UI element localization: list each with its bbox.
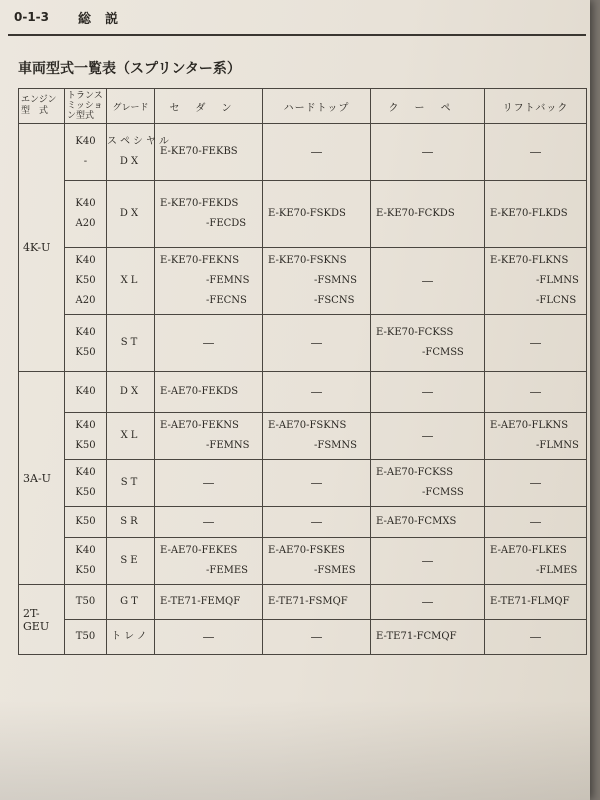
sedan-model-cell xyxy=(155,372,263,413)
liftback-model-cell xyxy=(485,315,587,372)
model-code: — xyxy=(529,336,542,350)
grade-cell xyxy=(107,124,172,181)
liftback-model-cell xyxy=(485,181,587,248)
grade-value: XL xyxy=(120,430,141,441)
hardtop-model-cell xyxy=(263,538,371,585)
transmission-cell xyxy=(65,248,107,315)
coupe-model-cell xyxy=(371,413,485,460)
model-code: E-KE70-FCKSS xyxy=(376,327,454,338)
table-body xyxy=(19,124,587,655)
table-row xyxy=(19,372,587,413)
model-code: -FCMSS xyxy=(422,347,464,358)
grade-cell xyxy=(107,372,155,413)
liftback-model-cell xyxy=(485,585,587,620)
transmission-value: T50 xyxy=(75,596,96,607)
transmission-value: K40 xyxy=(75,420,96,431)
engine-cell: 2T-GEU xyxy=(19,585,65,655)
model-code: -FLCNS xyxy=(536,295,577,306)
table-row xyxy=(19,315,587,372)
model-code: E-KE70-FLKDS xyxy=(490,208,568,219)
transmission-value: K50 xyxy=(75,487,96,498)
engine-cell: 4K-U xyxy=(19,124,65,372)
coupe-model-cell xyxy=(371,507,485,538)
coupe-model-cell xyxy=(371,538,485,585)
model-code: — xyxy=(529,145,542,159)
transmission-value: K40 xyxy=(75,327,96,338)
grade-value: DX xyxy=(119,156,142,167)
header-liftback: リフトバック xyxy=(485,89,587,124)
transmission-cell xyxy=(65,620,107,655)
liftback-model-cell xyxy=(485,372,587,413)
sedan-model-cell xyxy=(155,248,263,315)
transmission-cell xyxy=(65,507,107,538)
model-code: E-KE70-FSKDS xyxy=(268,208,346,219)
grade-value: DX xyxy=(119,386,142,397)
header-transmission: トランス ミッショ ン型式 xyxy=(65,89,107,124)
coupe-model-cell xyxy=(371,460,485,507)
coupe-model-cell xyxy=(371,585,485,620)
model-code: E-AE70-FCMXS xyxy=(376,516,457,527)
coupe-model-cell xyxy=(371,181,485,248)
model-code: — xyxy=(310,385,323,399)
sedan-model-cell xyxy=(155,585,263,620)
engine-cell: 3A-U xyxy=(19,372,65,585)
hardtop-model-cell xyxy=(263,124,371,181)
model-code: — xyxy=(310,336,323,350)
header-sedan: セダン xyxy=(155,89,263,124)
transmission-value: K40 xyxy=(75,136,96,147)
hardtop-model-cell xyxy=(263,315,371,372)
model-code: — xyxy=(421,385,434,399)
sedan-model-cell xyxy=(155,181,263,248)
transmission-value: K50 xyxy=(75,516,96,527)
table-row xyxy=(19,507,587,538)
transmission-value: K40 xyxy=(75,386,96,397)
model-code: E-AE70-FEKNS xyxy=(160,420,239,431)
liftback-model-cell xyxy=(485,248,587,315)
model-code: -FCMSS xyxy=(422,487,464,498)
page-shadow xyxy=(0,700,590,800)
model-code: E-TE71-FLMQF xyxy=(490,596,570,607)
model-code: E-AE70-FEKDS xyxy=(160,386,239,397)
grade-value: SE xyxy=(120,555,141,566)
model-code: — xyxy=(202,630,215,644)
vehicle-model-table xyxy=(18,88,587,655)
model-code: E-AE70-FLKNS xyxy=(490,420,569,431)
model-code: — xyxy=(529,515,542,529)
sedan-model-cell xyxy=(155,460,263,507)
grade-value: スペシヤル xyxy=(107,136,172,147)
model-code: E-TE71-FCMQF xyxy=(376,631,457,642)
model-code: E-TE71-FEMQF xyxy=(160,596,241,607)
transmission-value: K50 xyxy=(75,347,96,358)
liftback-model-cell xyxy=(485,538,587,585)
model-code: — xyxy=(421,429,434,443)
model-code: E-AE70-FEKES xyxy=(160,545,238,556)
model-code: -FSMNS xyxy=(314,275,358,286)
model-code: E-AE70-FSKES xyxy=(268,545,345,556)
liftback-model-cell xyxy=(485,124,587,181)
model-code: E-TE71-FSMQF xyxy=(268,596,348,607)
model-code: — xyxy=(421,274,434,288)
model-code: — xyxy=(202,515,215,529)
transmission-cell xyxy=(65,460,107,507)
model-code: -FEMNS xyxy=(206,275,250,286)
model-code: -FSMES xyxy=(314,565,356,576)
grade-value: ST xyxy=(120,337,141,348)
transmission-cell xyxy=(65,413,107,460)
sedan-model-cell xyxy=(155,315,263,372)
model-code: -FSMNS xyxy=(314,440,358,451)
coupe-model-cell xyxy=(371,124,485,181)
grade-cell xyxy=(107,620,155,655)
table-row xyxy=(19,248,587,315)
hardtop-model-cell xyxy=(263,248,371,315)
model-code: E-KE70-FLKNS xyxy=(490,255,569,266)
model-code: E-KE70-FEKBS xyxy=(160,146,238,157)
header-coupe: クーペ xyxy=(371,89,485,124)
model-code: -FECNS xyxy=(206,295,247,306)
table-title: 車両型式一覧表（スプリンター系） xyxy=(18,61,241,77)
sedan-model-cell xyxy=(155,413,263,460)
transmission-value: K50 xyxy=(75,275,96,286)
grade-value: DX xyxy=(119,208,142,219)
transmission-value: K40 xyxy=(75,255,96,266)
liftback-model-cell xyxy=(485,620,587,655)
transmission-value: K50 xyxy=(75,565,96,576)
hardtop-model-cell xyxy=(263,507,371,538)
grade-cell xyxy=(107,248,155,315)
hardtop-model-cell xyxy=(263,460,371,507)
model-code: -FEMNS xyxy=(206,440,250,451)
transmission-value: K40 xyxy=(75,545,96,556)
table-row xyxy=(19,538,587,585)
model-code: — xyxy=(310,476,323,490)
hardtop-model-cell xyxy=(263,585,371,620)
model-code: -FECDS xyxy=(206,218,247,229)
model-code: -FLMES xyxy=(536,565,578,576)
model-code: -FLMNS xyxy=(536,440,579,451)
sedan-model-cell xyxy=(155,507,263,538)
model-code: — xyxy=(202,336,215,350)
model-code: — xyxy=(529,476,542,490)
transmission-cell xyxy=(65,585,107,620)
transmission-value: - xyxy=(83,156,88,167)
grade-cell xyxy=(107,585,155,620)
liftback-model-cell xyxy=(485,460,587,507)
header-engine: エンジン 型 式 xyxy=(19,89,65,124)
sedan-model-cell xyxy=(155,538,263,585)
hardtop-model-cell xyxy=(263,181,371,248)
sedan-model-cell xyxy=(155,124,263,181)
coupe-model-cell xyxy=(371,620,485,655)
transmission-cell xyxy=(65,372,107,413)
model-code: — xyxy=(202,476,215,490)
grade-value: SR xyxy=(120,516,141,527)
model-code: E-KE70-FEKNS xyxy=(160,255,240,266)
model-code: E-KE70-FSKNS xyxy=(268,255,347,266)
table-row xyxy=(19,585,587,620)
hardtop-model-cell xyxy=(263,413,371,460)
model-code: -FEMES xyxy=(206,565,249,576)
table-row xyxy=(19,124,587,181)
transmission-value: A20 xyxy=(75,295,96,306)
grade-value: XL xyxy=(120,275,141,286)
model-code: — xyxy=(421,145,434,159)
grade-cell xyxy=(107,538,155,585)
model-code: E-AE70-FSKNS xyxy=(268,420,347,431)
model-code: — xyxy=(529,385,542,399)
model-code: — xyxy=(421,595,434,609)
grade-cell xyxy=(107,507,155,538)
transmission-value: K40 xyxy=(75,198,96,209)
model-code: E-KE70-FEKDS xyxy=(160,198,239,209)
transmission-value: K50 xyxy=(75,440,96,451)
hardtop-model-cell xyxy=(263,372,371,413)
transmission-cell xyxy=(65,538,107,585)
model-code: — xyxy=(310,145,323,159)
model-code: -FLMNS xyxy=(536,275,579,286)
liftback-model-cell xyxy=(485,413,587,460)
grade-cell xyxy=(107,413,155,460)
transmission-cell xyxy=(65,315,107,372)
hardtop-model-cell xyxy=(263,620,371,655)
coupe-model-cell xyxy=(371,315,485,372)
transmission-value: T50 xyxy=(75,631,96,642)
grade-cell xyxy=(107,460,155,507)
section-number: 0-1-3 xyxy=(14,10,50,24)
grade-cell xyxy=(107,315,155,372)
grade-cell xyxy=(107,181,155,248)
model-code: — xyxy=(310,515,323,529)
model-code: — xyxy=(310,630,323,644)
header-hardtop: ハードトップ xyxy=(263,89,371,124)
transmission-cell xyxy=(65,181,107,248)
transmission-value: K40 xyxy=(75,467,96,478)
model-code: E-AE70-FCKSS xyxy=(376,467,454,478)
table-row xyxy=(19,620,587,655)
coupe-model-cell xyxy=(371,372,485,413)
model-code: E-KE70-FCKDS xyxy=(376,208,455,219)
coupe-model-cell xyxy=(371,248,485,315)
header-grade: グレード xyxy=(107,89,155,124)
table-row xyxy=(19,181,587,248)
section-title: 総説 xyxy=(78,12,133,27)
table-header-row xyxy=(19,89,587,124)
model-code: E-AE70-FLKES xyxy=(490,545,567,556)
table-row xyxy=(19,413,587,460)
transmission-value: A20 xyxy=(75,218,96,229)
liftback-model-cell xyxy=(485,507,587,538)
model-code: — xyxy=(529,630,542,644)
model-code: — xyxy=(421,554,434,568)
grade-value: ST xyxy=(120,477,141,488)
transmission-cell xyxy=(65,124,107,181)
grade-value: GT xyxy=(120,596,141,607)
table-row xyxy=(19,460,587,507)
grade-value: トレノ xyxy=(111,631,150,642)
model-code: -FSCNS xyxy=(314,295,355,306)
sedan-model-cell xyxy=(155,620,263,655)
